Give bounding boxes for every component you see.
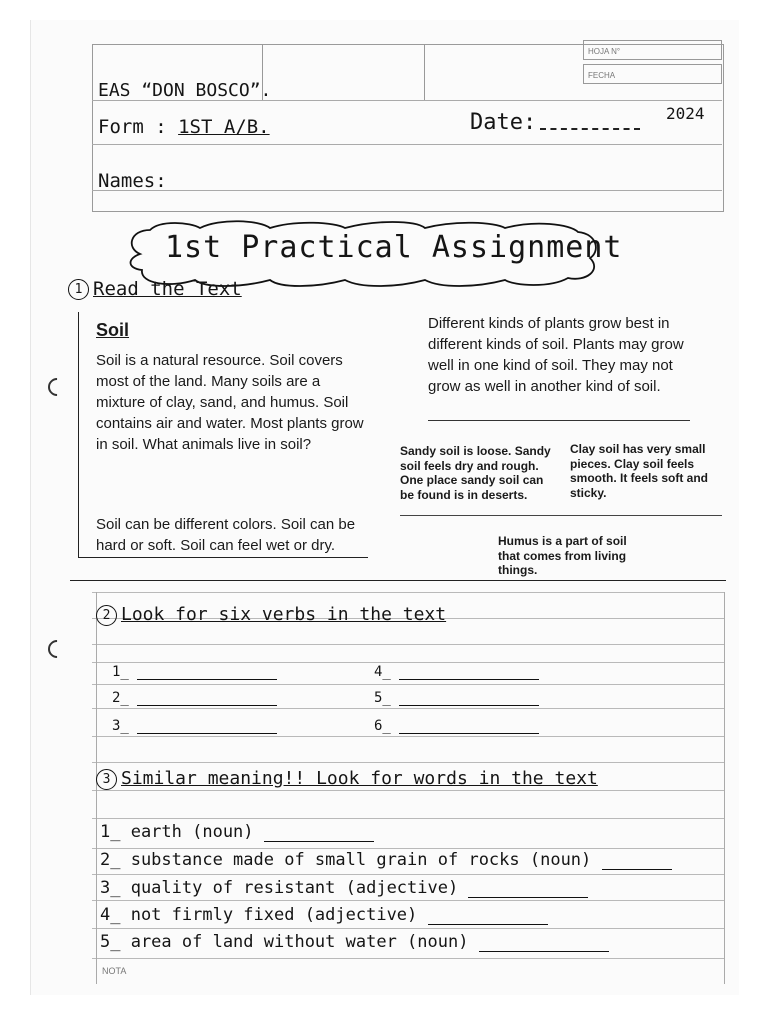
section-2-heading: 2 Look for six verbs in the text <box>96 604 446 626</box>
meaning-item-1: 1_ earth (noun) <box>100 822 374 842</box>
meaning-item-2: 2_ substance made of small grain of rocks (noun) <box>100 850 672 870</box>
soil-paragraph-1: Soil is a natural resource. Soil covers most of the land. Many soils are a mixture of clay, sand, and humus. Soil contains air and water. Most plants grow in soil. What animals live in soil? <box>96 352 364 453</box>
section-number: 2 <box>96 605 117 626</box>
verb-item-6: 6_ <box>374 718 539 734</box>
header-rule <box>92 190 722 191</box>
names-label: Names: <box>98 170 167 192</box>
sandy-soil-caption: Sandy soil is loose. Sandy soil feels dry and rough. One place sandy soil can be found is in deserts. <box>400 444 551 502</box>
soil-paragraph-3: Different kinds of plants grow best in different kinds of soil. Plants may grow well in one kind of soil. They may not grow as well in another kind of soil. <box>428 315 684 395</box>
verb-item-5: 5_ <box>374 690 539 706</box>
section-3-heading: 3 Similar meaning!! Look for words in the text <box>96 768 598 790</box>
date-box: FECHA <box>583 64 722 84</box>
date-blank <box>540 128 640 130</box>
margin-line <box>724 592 725 984</box>
meaning-item-3: 3_ quality of resistant (adjective) <box>100 878 588 898</box>
soil-title: Soil <box>96 320 130 340</box>
date-year: 2024 <box>666 104 705 123</box>
sheet-number-box: HOJA N° <box>583 40 722 60</box>
school-name: EAS “DON BOSCO”. <box>98 80 272 101</box>
nota-label: NOTA <box>102 966 127 976</box>
text-frame-bottom <box>78 557 368 558</box>
section-1-heading: 1 Read the Text <box>68 278 242 300</box>
meaning-item-5: 5_ area of land without water (noun) <box>100 932 609 952</box>
humus-caption: Humus is a part of soil that comes from living things. <box>498 534 627 577</box>
section-divider <box>70 580 726 581</box>
form-value: 1ST A/B. <box>178 116 270 138</box>
soil-paragraph-2: Soil can be different colors. Soil can be hard or soft. Soil can feel wet or dry. <box>96 516 356 554</box>
header-rule <box>92 144 722 145</box>
verb-item-2: 2_ <box>112 690 277 706</box>
date-label: Date: <box>470 110 537 135</box>
assignment-title: 1st Practical Assignment <box>165 230 623 265</box>
section-number: 3 <box>96 769 117 790</box>
paragraph-rule <box>428 420 690 421</box>
verb-item-1: 1_ <box>112 664 277 680</box>
clay-soil-caption: Clay soil has very small pieces. Clay soil feels smooth. It feels soft and sticky. <box>570 442 709 500</box>
verb-item-4: 4_ <box>374 664 539 680</box>
meaning-item-4: 4_ not firmly fixed (adjective) <box>100 905 548 925</box>
verb-item-3: 3_ <box>112 718 277 734</box>
text-frame-left <box>78 312 79 557</box>
form-field <box>98 116 270 138</box>
header-divider <box>424 44 425 100</box>
caption-rule <box>400 515 722 516</box>
form-label: Form : <box>98 116 167 138</box>
section-number: 1 <box>68 279 89 300</box>
